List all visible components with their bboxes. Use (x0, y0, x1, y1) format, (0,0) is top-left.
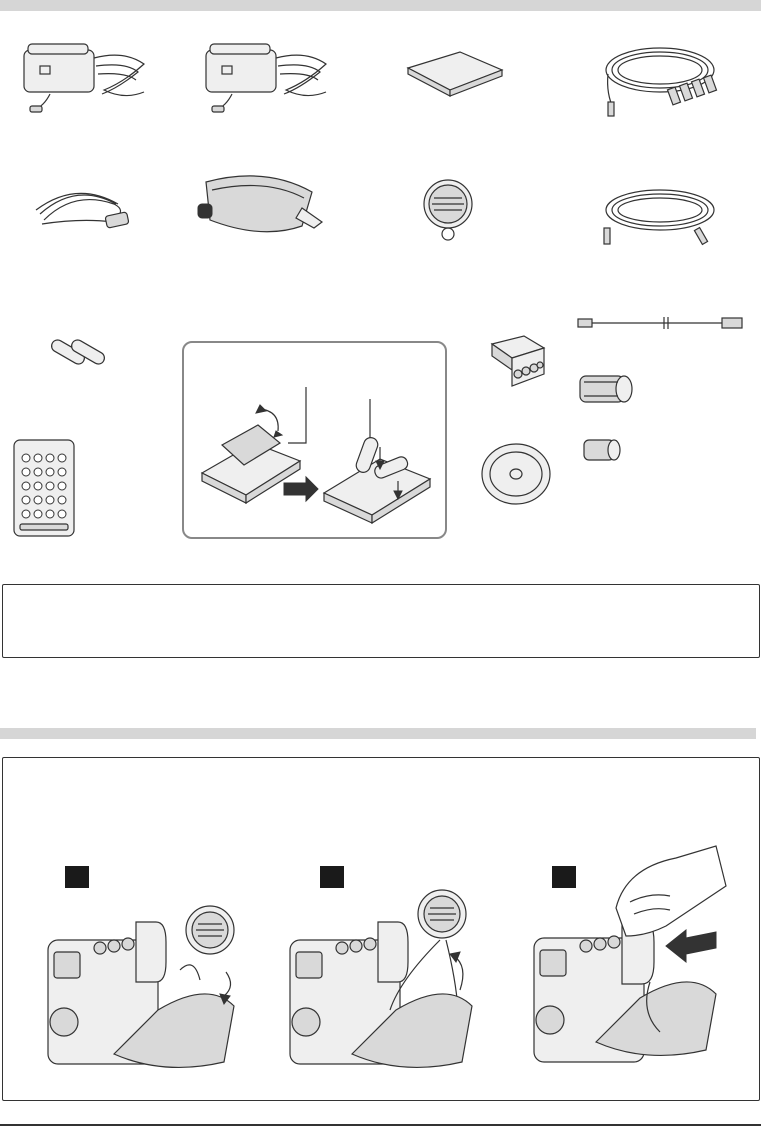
battery-pack-icon (402, 48, 512, 118)
lens-cap-strap-step-3-icon (530, 842, 750, 1082)
grip-strap-pad-icon (198, 168, 328, 238)
battery-insertion-diagram (182, 341, 447, 539)
accessories-header-bar (0, 0, 761, 11)
av-cable-icon (598, 40, 728, 120)
ac-adapter-2-icon (202, 38, 332, 118)
power-cord-icon (30, 180, 140, 240)
lens-cap-icon (420, 176, 480, 246)
usb-cable-icon (576, 314, 754, 334)
aa-batteries-icon (46, 332, 116, 382)
s-video-cable-icon (598, 184, 728, 254)
notice-box (2, 584, 760, 658)
cd-rom-icon (478, 440, 558, 510)
strap-section-header-bar (0, 728, 756, 739)
core-filter-large-icon (574, 370, 636, 410)
battery-insertion-illustration (184, 343, 445, 537)
lens-cap-strap-step-2-icon (286, 884, 496, 1080)
core-filter-small-icon (580, 434, 624, 466)
ac-adapter-1-icon (20, 38, 150, 118)
step-1-badge (65, 866, 89, 888)
lens-cap-strap-step-1-icon (40, 900, 250, 1080)
remote-control-icon (12, 438, 76, 538)
bottom-rule (0, 1124, 761, 1126)
scart-adapter-icon (484, 330, 554, 400)
